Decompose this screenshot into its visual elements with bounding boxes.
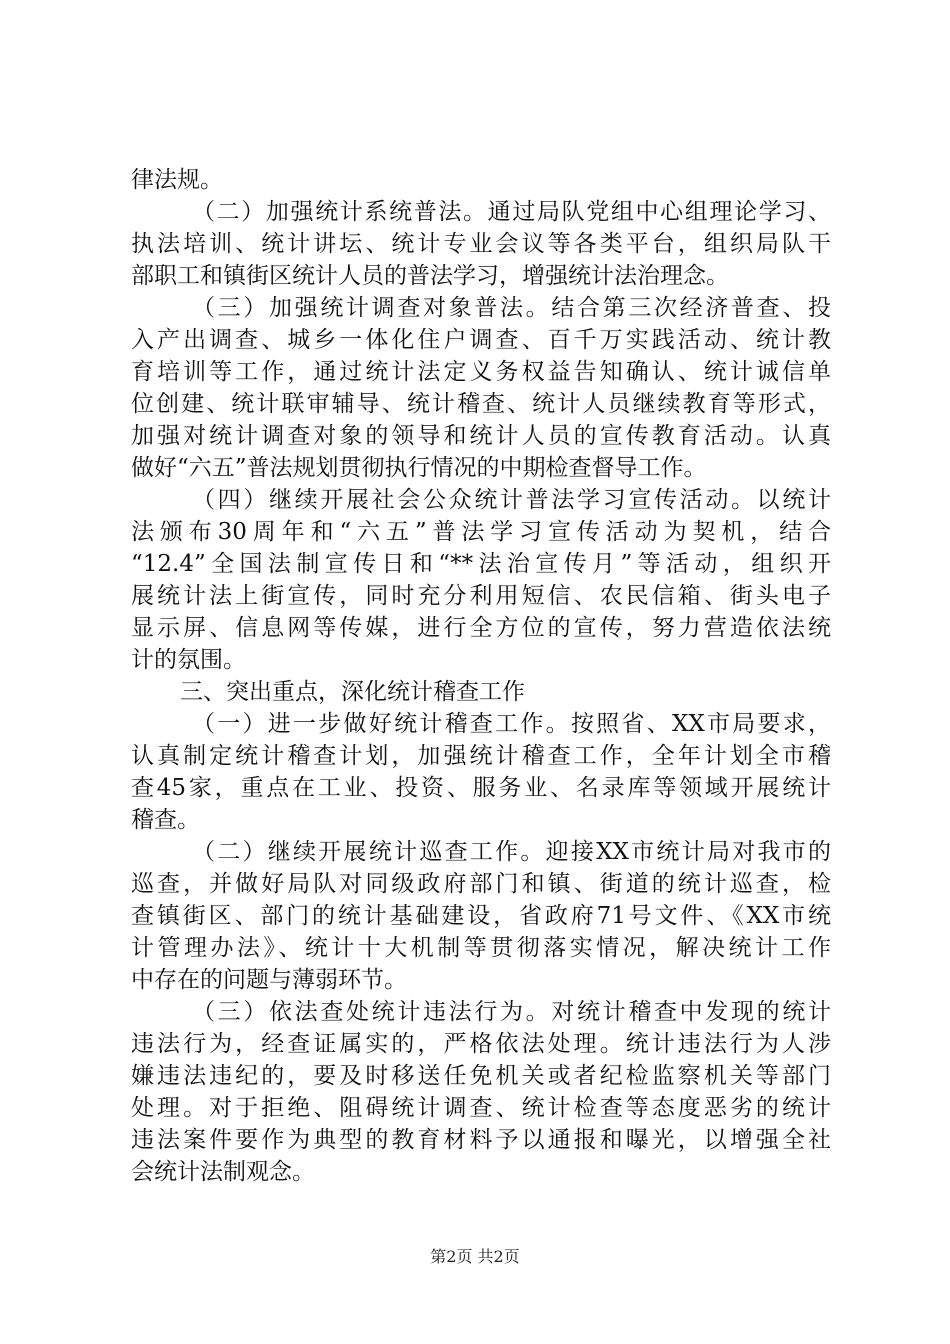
text-line: 查镇街区、部门的统计基础建设，省政府71号文件、《XX市统	[131, 903, 831, 929]
text-line: 做好“六五”普法规划贯彻执行情况的中期检查督导工作。	[131, 455, 707, 481]
text-line: 法颁布30周年和“六五”普法学习宣传活动为契机，结合	[131, 519, 831, 545]
text-line: （二）继续开展统计巡查工作。迎接XX市统计局对我市的	[192, 839, 831, 865]
text-line: 查45家，重点在工业、投资、服务业、名录库等领域开展统计	[131, 775, 831, 801]
text-line: 违法案件要作为典型的教育材料予以通报和曝光，以增强全社	[131, 1127, 831, 1153]
document-body	[131, 164, 831, 1188]
text-line: 加强对统计调查对象的领导和统计人员的宣传教育活动。认真	[131, 423, 831, 449]
text-line: 稽查。	[131, 807, 200, 833]
text-line: 入产出调查、城乡一体化住户调查、百千万实践活动、统计教	[131, 327, 831, 353]
text-line: 处理。对于拒绝、阻碍统计调查、统计检查等态度恶劣的统计	[131, 1095, 831, 1121]
text-line: 巡查，并做好局队对同级政府部门和镇、街道的统计巡查，检	[131, 871, 831, 897]
text-line: 认真制定统计稽查计划，加强统计稽查工作，全年计划全市稽	[131, 743, 831, 769]
text-line: （二）加强统计系统普法。通过局队党组中心组理论学习、	[192, 199, 831, 225]
text-line: 部职工和镇街区统计人员的普法学习，增强统计法治理念。	[131, 263, 729, 289]
text-line: 位创建、统计联审辅导、统计稽查、统计人员继续教育等形式，	[131, 391, 831, 417]
text-line: 会统计法制观念。	[131, 1159, 315, 1185]
text-line: 展统计法上街宣传，同时充分利用短信、农民信箱、街头电子	[131, 583, 831, 609]
text-line: 违法行为，经查证属实的，严格依法处理。统计违法行为人涉	[131, 1031, 831, 1057]
text-line: （三）依法查处统计违法行为。对统计稽查中发现的统计	[192, 999, 831, 1025]
text-line: 三、突出重点，深化统计稽查工作	[180, 679, 525, 705]
text-line: 育培训等工作，通过统计法定义务权益告知确认、统计诚信单	[131, 359, 831, 385]
text-line: （一）进一步做好统计稽查工作。按照省、XX市局要求，	[192, 711, 831, 737]
text-line: “12.4”全国法制宣传日和“**法治宣传月”等活动，组织开	[131, 551, 831, 577]
text-line: 中存在的问题与薄弱环节。	[131, 967, 407, 993]
text-line: 计的氛围。	[131, 647, 246, 673]
text-line: 嫌违法违纪的，要及时移送任免机关或者纪检监察机关等部门	[131, 1063, 831, 1089]
text-line: （三）加强统计调查对象普法。结合第三次经济普查、投	[192, 295, 831, 321]
text-line: 律法规。	[131, 167, 223, 193]
text-line: 显示屏、信息网等传媒，进行全方位的宣传，努力营造依法统	[131, 615, 831, 641]
text-line: 计管理办法》、统计十大机制等贯彻落实情况，解决统计工作	[131, 935, 831, 961]
text-line: 执法培训、统计讲坛、统计专业会议等各类平台，组织局队干	[131, 231, 831, 257]
text-line: （四）继续开展社会公众统计普法学习宣传活动。以统计	[192, 487, 831, 513]
page-footer: 第2页 共2页	[430, 1247, 520, 1266]
